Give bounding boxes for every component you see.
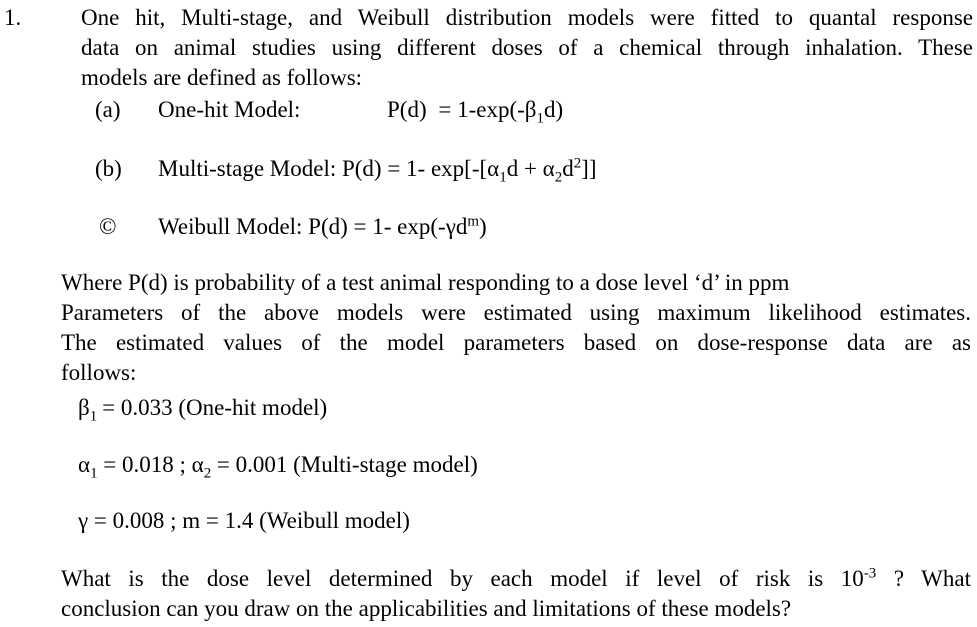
estimate-gamma: γ = 0.008 ; m = 1.4 (Weibull model) xyxy=(78,508,410,533)
model-b-end: ]] xyxy=(581,156,597,181)
model-b-mid: d + α xyxy=(506,156,555,181)
model-a-name: One-hit Model: xyxy=(158,97,301,122)
alpha-sub1: 1 xyxy=(90,465,98,482)
intro-line-2: data on animal studies using different doses of a chemical through inhalation. These xyxy=(81,35,973,60)
final-line-2: conclusion can you draw on the applicabilities and limitations of these models? xyxy=(61,596,792,621)
alpha-mid: = 0.018 ; α xyxy=(97,452,204,477)
model-a-eq: = 1-exp(-β xyxy=(438,97,537,122)
params-line-2: The estimated values of the model parameters based on dose-response data are as xyxy=(61,330,971,355)
model-a-lhs: P(d) xyxy=(387,97,427,122)
where-line: Where P(d) is probability of a test animal responding to a dose level ‘d’ in ppm xyxy=(61,270,790,295)
model-b-formula xyxy=(158,154,596,184)
params-line-3: follows: xyxy=(61,360,137,385)
alpha-sub2: 2 xyxy=(203,465,212,482)
beta-sub: 1 xyxy=(89,408,98,425)
model-c-name: Weibull Model: P(d) = 1- exp(-γd xyxy=(158,214,468,239)
final-line-1-pre: What is the dose level determined by each model if level of risk is 10 xyxy=(61,566,864,591)
intro-line-1: One hit, Multi-stage, and Weibull distribution models were fitted to quantal response xyxy=(81,5,973,30)
intro-line-3: models are defined as follows: xyxy=(81,65,363,90)
model-c-end: ) xyxy=(479,214,487,239)
alpha-rest: = 0.001 (Multi-stage model) xyxy=(211,452,478,477)
model-b-sup2: 2 xyxy=(573,155,582,172)
model-a-formula xyxy=(387,95,563,125)
model-a-end: d) xyxy=(543,97,564,122)
beta-symbol: β xyxy=(78,395,90,420)
model-b-mid2: d xyxy=(562,156,574,181)
final-line-1-post: ? What xyxy=(876,566,971,591)
final-line-1 xyxy=(61,564,971,594)
final-line-1-sup: -3 xyxy=(863,565,877,582)
model-c-sup: m xyxy=(467,213,479,230)
model-b-name: Multi-stage Model: P(d) = 1- exp[-[α xyxy=(158,156,500,181)
model-c-formula xyxy=(158,212,487,242)
model-b-label: (b) xyxy=(95,156,122,181)
params-line-1: Parameters of the above models were estimated using maximum likelihood estimates. xyxy=(61,300,971,325)
estimate-alpha xyxy=(78,450,478,480)
question-number: 1. xyxy=(4,5,22,30)
model-a-sub: 1 xyxy=(536,110,544,127)
estimate-beta xyxy=(78,393,327,423)
model-b-sub2: 2 xyxy=(554,169,563,186)
alpha-symbol: α xyxy=(78,452,91,477)
model-c-label: © xyxy=(99,214,117,239)
model-b-sub1: 1 xyxy=(499,169,507,186)
beta-rest: = 0.033 (One-hit model) xyxy=(102,395,328,420)
model-a-label: (a) xyxy=(95,97,121,122)
